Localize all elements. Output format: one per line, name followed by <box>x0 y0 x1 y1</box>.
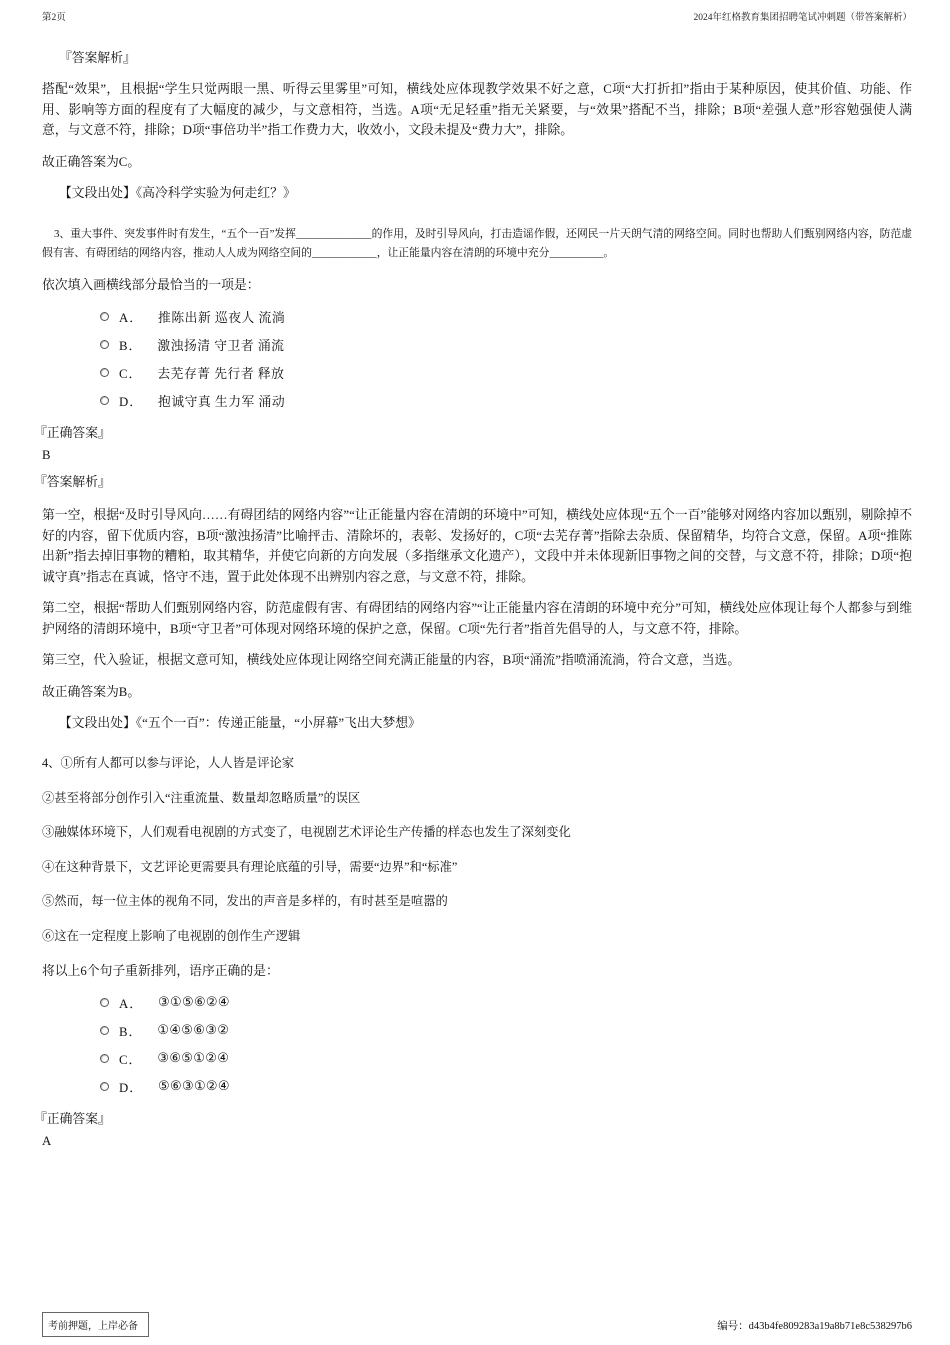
option-letter: B． <box>119 1024 143 1039</box>
q3-correct-label: 『正确答案』 <box>34 425 111 440</box>
q3-option-d[interactable] <box>100 391 912 410</box>
option-letter: C． <box>119 366 143 381</box>
q3-option-c[interactable] <box>100 363 912 382</box>
option-text: 去芜存菁 先行者 释放 <box>157 366 285 381</box>
page-footer <box>42 1312 912 1337</box>
option-text: ③⑥⑤①②④ <box>157 1050 230 1065</box>
q4-sentence-5: ⑤然而，每一位主体的视角不同，发出的声音是多样的，有时甚至是喧嚣的 <box>42 894 448 909</box>
option-text: ③①⑤⑥②④ <box>158 994 230 1009</box>
document-body <box>34 48 912 1159</box>
option-letter: A． <box>119 310 144 325</box>
q3-analysis-blank2: 第二空，根据“帮助人们甄别网络内容，防范虚假有害、有碍团结的网络内容”“让正能量内容在清朗的环境中充分”可知，横线处应体现让每个人都参与到维护网络的清朗环境中，B项“守卫者”可体现对网络环境的保护之意，保留。C项“先行者”指首先倡导的人，与文意不符，排除。 <box>42 601 912 636</box>
q3-analysis-blank3: 第三空，代入验证，根据文意可知，横线处应体现让网络空间充满正能量的内容，B项“涌流”指喷涌流淌，符合文意，当选。 <box>42 653 741 668</box>
option-letter: A． <box>119 996 144 1011</box>
q4-option-a[interactable] <box>100 993 912 1012</box>
q4-correct-label: 『正确答案』 <box>34 1111 111 1126</box>
option-letter: D． <box>119 1080 144 1095</box>
spacer <box>42 215 912 225</box>
q4-sentence-6: ⑥这在一定程度上影响了电视剧的创作生产逻辑 <box>42 928 301 943</box>
option-text: ⑤⑥③①②④ <box>158 1078 230 1093</box>
q4-sentence-1: 4、①所有人都可以参与评论，人人皆是评论家 <box>42 756 295 771</box>
page-header <box>42 9 912 23</box>
q3-analysis-label: 『答案解析』 <box>34 475 111 490</box>
option-letter: D． <box>119 394 144 409</box>
option-letter: B． <box>119 338 143 353</box>
footer-slogan: 考前押题，上岸必备 <box>42 1312 149 1337</box>
q3-option-b[interactable] <box>100 335 912 354</box>
radio-button-icon[interactable] <box>100 340 109 349</box>
option-letter: C． <box>119 1052 143 1067</box>
q2-analysis-text: 搭配“效果”，且根据“学生只觉两眼一黑、听得云里雾里”可知，横线处应体现教学效果不好之意，C项“大打折扣”指由于某种原因，使其价值、功能、作用、影响等方面的程度有了大幅度的减少，与文意相符，当选。A项“无足轻重”指无关紧要，与“效果”搭配不当，排除；B项“差强人意”形容勉强使人满意，与文意不符，排除；D项“事倍功半”指工作费力大，收效小，文段未提及“费力大”，排除。 <box>42 82 912 138</box>
q3-source-line: 【文段出处】《“五个一百”：传递正能量，“小屏幕”飞出大梦想》 <box>59 716 421 730</box>
q4-option-c[interactable] <box>100 1049 912 1068</box>
q4-correct-answer: A <box>42 1133 52 1148</box>
q3-options <box>100 307 912 410</box>
q3-option-a[interactable] <box>100 307 912 326</box>
q3-answer-line: 故正确答案为B。 <box>42 684 141 699</box>
q4-sentence-3: ③融媒体环境下，人们观看电视剧的方式变了，电视剧艺术评论生产传播的样态也发生了深刻变化 <box>42 825 571 840</box>
radio-button-icon[interactable] <box>100 1054 109 1063</box>
q4-sentence-2: ②甚至将部分创作引入“注重流量、数量却忽略质量”的误区 <box>42 790 361 805</box>
radio-button-icon[interactable] <box>100 998 109 1007</box>
option-text: 抱诚守真 生力军 涌动 <box>158 394 286 409</box>
q3-instruction: 依次填入画横线部分最恰当的一项是： <box>42 278 260 293</box>
q2-source-line: 【文段出处】《高冷科学实验为何走红？》 <box>59 186 296 201</box>
q3-correct-answer: B <box>42 447 51 462</box>
radio-button-icon[interactable] <box>100 1082 109 1091</box>
q3-stem: 3、重大事件、突发事件时有发生，“五个一百”发挥______________的作用，及时引导风向，打击造谣作假，还网民一片天朗气清的网络空间。同时也帮助人们甄别网络内容，防范虚假有害、有碍团结的网络内容，推动人人成为网络空间的____________，让正能量内容在清朗的环境中充分__________。 <box>42 227 912 260</box>
q4-option-b[interactable] <box>100 1021 912 1040</box>
document-title: 2024年红格教育集团招聘笔试冲刺题（带答案解析） <box>693 13 912 23</box>
option-text: 激浊扬清 守卫者 涌流 <box>157 338 285 353</box>
radio-button-icon[interactable] <box>100 312 109 321</box>
q4-sentence-4: ④在这种背景下，文艺评论更需要具有理论底蕴的引导，需要“边界”和“标准” <box>42 859 458 874</box>
q2-answer-line: 故正确答案为C。 <box>42 154 141 169</box>
option-text: 推陈出新 巡夜人 流淌 <box>158 310 286 325</box>
q4-instruction: 将以上6个句子重新排列，语序正确的是： <box>42 964 279 979</box>
spacer <box>42 495 912 505</box>
radio-button-icon[interactable] <box>100 368 109 377</box>
q2-analysis-label: 『答案解析』 <box>59 51 136 65</box>
q3-analysis-blank1: 第一空，根据“及时引导风向……有碍团结的网络内容”“让正能量内容在清朗的环境中”可知，横线处应体现“五个一百”能够对网络内容加以甄别，剔除掉不好的内容，留下优质内容，B项“激浊扬清”比喻抨击、清除坏的，表彰、发扬好的，C项“去芜存菁”指除去杂质、保留精华，均符合文意，保留。A项“推陈出新”指去掉旧事物的糟粕，取其精华，并使它向新的方向发展（多指继承文化遗产），文段中并未体现新旧事物之间的交替，与文意不符，排除；D项“抱诚守真”指志在真诚，恪守不违，置于此处体现不出辨别内容之意，与文意不符，排除。 <box>42 508 912 584</box>
q4-option-d[interactable] <box>100 1077 912 1096</box>
page-number: 第2页 <box>42 13 66 23</box>
option-text: ①④⑤⑥③② <box>157 1022 230 1037</box>
radio-button-icon[interactable] <box>100 396 109 405</box>
q4-options <box>100 993 912 1096</box>
footer-document-code: 编号：d43b4fe809283a19a8b71e8c538297b6 <box>717 1321 912 1332</box>
radio-button-icon[interactable] <box>100 1026 109 1035</box>
spacer <box>42 744 912 754</box>
